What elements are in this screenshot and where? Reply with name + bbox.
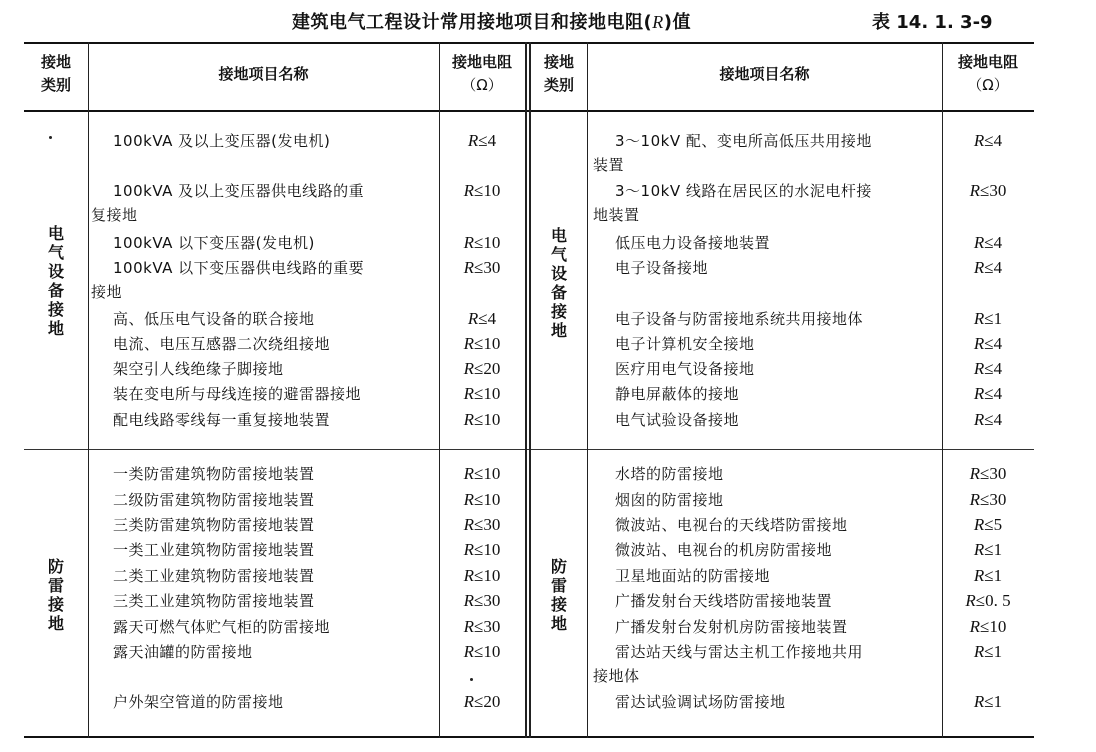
resistance-symbol: R	[973, 410, 985, 429]
center-double-line	[529, 42, 531, 738]
item-name	[593, 462, 939, 486]
resistance-symbol: R	[973, 642, 985, 661]
resistance-value	[439, 231, 525, 255]
item-name-continuation: 接地	[91, 283, 123, 301]
resistance-limit: ≤30	[980, 181, 1007, 200]
resistance-value	[942, 640, 1034, 664]
resistance-symbol: R	[463, 334, 475, 353]
item-name-line: 微波站、电视台的天线塔防雷接地	[615, 516, 848, 534]
header-resistance	[439, 51, 525, 97]
resistance-symbol: R	[973, 309, 985, 328]
resistance-limit: ≤4	[984, 233, 1003, 252]
resistance-limit: ≤4	[984, 359, 1003, 378]
item-name	[91, 538, 436, 562]
resistance-limit: ≤5	[984, 515, 1003, 534]
resistance-symbol: R	[973, 359, 985, 378]
table-number: 表 14. 1. 3-9	[872, 12, 993, 33]
resistance-symbol: R	[973, 384, 985, 403]
item-name-line: 二级防雷建筑物防雷接地装置	[113, 491, 315, 509]
resistance-limit: ≤4	[984, 384, 1003, 403]
item-name	[91, 513, 436, 537]
item-name-continuation: 装置	[593, 156, 625, 174]
item-name	[593, 408, 939, 432]
resistance-limit: ≤4	[984, 334, 1003, 353]
resistance-limit: ≤10	[474, 490, 501, 509]
header-item-name: 接地项目名称	[218, 65, 309, 83]
resistance-limit: ≤4	[984, 258, 1003, 277]
resistance-value	[439, 640, 525, 664]
resistance-symbol: R	[973, 334, 985, 353]
item-name	[593, 538, 939, 562]
resistance-symbol: R	[463, 540, 475, 559]
item-name-line: 3～10kV 线路在居民区的水泥电杆接	[615, 182, 872, 200]
resistance-limit: ≤30	[474, 591, 501, 610]
resistance-value	[942, 488, 1034, 512]
resistance-limit: ≤10	[474, 540, 501, 559]
header-resistance-line1: 接地电阻	[451, 53, 512, 71]
center-double-line	[525, 42, 527, 738]
stray-mark	[470, 678, 473, 681]
item-name-line: 露天可燃气体贮气柜的防雷接地	[113, 618, 331, 636]
resistance-symbol: R	[969, 464, 981, 483]
resistance-limit: ≤30	[474, 515, 501, 534]
item-name-line: 水塔的防雷接地	[615, 465, 724, 483]
item-name	[593, 231, 939, 255]
item-name-line: 医疗用电气设备接地	[615, 360, 755, 378]
item-name	[593, 615, 939, 639]
header-category-line2: 类别	[543, 76, 574, 94]
resistance-symbol: R	[969, 490, 981, 509]
category-lightning-right: 防雷接地	[550, 557, 567, 633]
resistance-value	[942, 589, 1034, 613]
item-name	[593, 357, 939, 381]
resistance-value	[942, 408, 1034, 432]
resistance-symbol: R	[969, 181, 981, 200]
item-name-line: 三类工业建筑物防雷接地装置	[113, 592, 315, 610]
resistance-symbol: R	[973, 566, 985, 585]
resistance-limit: ≤4	[478, 131, 497, 150]
item-name	[593, 382, 939, 406]
header-category	[24, 51, 88, 97]
resistance-value	[942, 231, 1034, 255]
resistance-value	[942, 307, 1034, 331]
resistance-limit: ≤10	[474, 181, 501, 200]
item-name	[593, 332, 939, 356]
item-name-line: 卫星地面站的防雷接地	[615, 567, 771, 585]
item-name	[593, 690, 939, 714]
item-name	[593, 640, 939, 688]
item-name-line: 静电屏蔽体的接地	[615, 385, 740, 403]
item-name-line: 100kVA 以下变压器(发电机)	[113, 234, 315, 252]
resistance-limit: ≤30	[980, 490, 1007, 509]
resistance-limit: ≤4	[984, 131, 1003, 150]
resistance-value	[942, 179, 1034, 203]
resistance-symbol: R	[973, 258, 985, 277]
item-name-line: 3～10kV 配、变电所高低压共用接地	[615, 132, 872, 150]
resistance-symbol: R	[463, 233, 475, 252]
item-name-line: 电子计算机安全接地	[615, 335, 755, 353]
resistance-limit: ≤1	[984, 566, 1003, 585]
resistance-limit: ≤10	[474, 334, 501, 353]
resistance-symbol: R	[463, 384, 475, 403]
item-name	[91, 129, 436, 153]
item-name	[91, 408, 436, 432]
resistance-symbol: R	[973, 515, 985, 534]
resistance-value	[439, 256, 525, 280]
resistance-symbol: R	[969, 617, 981, 636]
item-name	[593, 513, 939, 537]
resistance-limit: ≤30	[474, 617, 501, 636]
resistance-value	[439, 615, 525, 639]
item-name	[593, 488, 939, 512]
resistance-symbol: R	[463, 359, 475, 378]
category-lightning-left: 防雷接地	[47, 557, 64, 633]
resistance-symbol: R	[467, 131, 479, 150]
item-name	[91, 615, 436, 639]
resistance-limit: ≤30	[474, 258, 501, 277]
resistance-value	[439, 589, 525, 613]
resistance-symbol: R	[965, 591, 976, 610]
header-resistance-line1: 接地电阻	[957, 53, 1018, 71]
table-caption	[0, 6, 1096, 36]
resistance-symbol: R	[463, 692, 475, 711]
grounding-resistance-table	[24, 42, 1034, 738]
category-electrical-right: 电气设备接地	[550, 226, 567, 340]
resistance-value	[942, 357, 1034, 381]
item-name-line: 广播发射台天线塔防雷接地装置	[615, 592, 833, 610]
resistance-limit: ≤30	[980, 464, 1007, 483]
stray-mark	[49, 136, 52, 139]
item-name	[593, 179, 939, 227]
resistance-limit: ≤1	[984, 540, 1003, 559]
resistance-value	[439, 690, 525, 714]
header-category	[531, 51, 587, 97]
resistance-limit: ≤10	[474, 410, 501, 429]
item-name-line: 电流、电压互感器二次绕组接地	[113, 335, 331, 353]
item-name	[91, 307, 436, 331]
resistance-symbol: R	[463, 410, 475, 429]
resistance-limit: ≤10	[474, 233, 501, 252]
resistance-symbol: R	[973, 692, 985, 711]
item-name	[91, 690, 436, 714]
item-name-line: 雷达试验调试场防雷接地	[615, 693, 786, 711]
item-name-line: 配电线路零线每一重复接地装置	[113, 411, 331, 429]
item-name	[593, 256, 939, 280]
item-name-line: 广播发射台发射机房防雷接地装置	[615, 618, 848, 636]
table-title: 建筑电气工程设计常用接地项目和接地电阻(R)值	[292, 12, 691, 33]
item-name-line: 露天油罐的防雷接地	[113, 643, 253, 661]
resistance-symbol: R	[463, 258, 475, 277]
item-name	[91, 488, 436, 512]
item-name-line: 户外架空管道的防雷接地	[113, 693, 284, 711]
resistance-limit: ≤4	[984, 410, 1003, 429]
item-name	[91, 231, 436, 255]
item-name	[593, 564, 939, 588]
resistance-value	[439, 129, 525, 153]
resistance-symbol: R	[463, 591, 475, 610]
header-item-name: 接地项目名称	[719, 65, 810, 83]
item-name	[91, 589, 436, 613]
item-name-line: 100kVA 及以上变压器(发电机)	[113, 132, 331, 150]
item-name-line: 电气试验设备接地	[615, 411, 740, 429]
header-resistance	[942, 51, 1034, 97]
resistance-symbol: R	[973, 131, 985, 150]
resistance-value	[439, 462, 525, 486]
item-name	[593, 129, 939, 177]
resistance-value	[439, 307, 525, 331]
resistance-value	[942, 129, 1034, 153]
resistance-value	[942, 615, 1034, 639]
item-name	[91, 462, 436, 486]
resistance-symbol: R	[463, 515, 475, 534]
item-name-line: 二类工业建筑物防雷接地装置	[113, 567, 315, 585]
item-name-continuation: 地装置	[593, 206, 640, 224]
item-name-line: 雷达站天线与雷达主机工作接地共用	[615, 643, 864, 661]
item-name	[91, 564, 436, 588]
header-resistance-line2: （Ω）	[461, 76, 503, 94]
resistance-value	[942, 332, 1034, 356]
item-name-line: 电子设备与防雷接地系统共用接地体	[615, 310, 864, 328]
col-divider	[88, 42, 89, 738]
resistance-value	[942, 690, 1034, 714]
header-resistance-line2: （Ω）	[967, 76, 1009, 94]
resistance-limit: ≤10	[474, 384, 501, 403]
resistance-limit: ≤1	[984, 642, 1003, 661]
item-name-line: 100kVA 以下变压器供电线路的重要	[113, 259, 365, 277]
header-category-line1: 接地	[543, 53, 574, 71]
resistance-symbol: R	[463, 642, 475, 661]
item-name	[91, 640, 436, 664]
col-divider	[587, 42, 588, 738]
resistance-value	[439, 513, 525, 537]
resistance-value	[942, 382, 1034, 406]
resistance-symbol: R	[973, 540, 985, 559]
item-name-line: 烟囱的防雷接地	[615, 491, 724, 509]
resistance-limit: ≤1	[984, 309, 1003, 328]
resistance-limit: ≤10	[980, 617, 1007, 636]
resistance-limit: ≤10	[474, 566, 501, 585]
category-electrical-left: 电气设备接地	[47, 224, 64, 338]
resistance-value	[439, 564, 525, 588]
item-name-continuation: 复接地	[91, 206, 138, 224]
resistance-value	[439, 538, 525, 562]
resistance-value	[942, 256, 1034, 280]
resistance-value	[439, 488, 525, 512]
resistance-symbol: R	[463, 617, 475, 636]
item-name	[593, 307, 939, 331]
header-category-line1: 接地	[40, 53, 71, 71]
resistance-value	[942, 564, 1034, 588]
resistance-symbol: R	[973, 233, 985, 252]
resistance-value	[439, 332, 525, 356]
item-name-line: 高、低压电气设备的联合接地	[113, 310, 315, 328]
item-name	[91, 332, 436, 356]
resistance-limit: ≤10	[474, 464, 501, 483]
resistance-value	[439, 408, 525, 432]
resistance-limit: ≤20	[474, 692, 501, 711]
resistance-value	[439, 179, 525, 203]
resistance-limit: ≤1	[984, 692, 1003, 711]
item-name-line: 100kVA 及以上变压器供电线路的重	[113, 182, 365, 200]
item-name	[91, 179, 436, 227]
header-category-line2: 类别	[40, 76, 71, 94]
resistance-value	[439, 382, 525, 406]
resistance-limit: ≤10	[474, 642, 501, 661]
item-name-line: 微波站、电视台的机房防雷接地	[615, 541, 833, 559]
resistance-limit: ≤20	[474, 359, 501, 378]
item-name-continuation: 接地体	[593, 667, 640, 685]
item-name-line: 电子设备接地	[615, 259, 709, 277]
item-name	[593, 589, 939, 613]
resistance-limit: ≤0. 5	[975, 591, 1011, 610]
item-name	[91, 382, 436, 406]
resistance-limit: ≤4	[478, 309, 497, 328]
resistance-value	[942, 538, 1034, 562]
item-name-line: 装在变电所与母线连接的避雷器接地	[113, 385, 362, 403]
resistance-symbol: R	[467, 309, 479, 328]
resistance-symbol: R	[463, 464, 475, 483]
item-name-line: 一类防雷建筑物防雷接地装置	[113, 465, 315, 483]
resistance-value	[942, 462, 1034, 486]
item-name	[91, 357, 436, 381]
resistance-symbol: R	[463, 566, 475, 585]
resistance-value	[942, 513, 1034, 537]
item-name-line: 架空引人线绝缘子脚接地	[113, 360, 284, 378]
item-name-line: 三类防雷建筑物防雷接地装置	[113, 516, 315, 534]
resistance-symbol: R	[463, 490, 475, 509]
item-name-line: 一类工业建筑物防雷接地装置	[113, 541, 315, 559]
resistance-symbol: R	[463, 181, 475, 200]
item-name	[91, 256, 436, 304]
resistance-value	[439, 357, 525, 381]
item-name-line: 低压电力设备接地装置	[615, 234, 771, 252]
